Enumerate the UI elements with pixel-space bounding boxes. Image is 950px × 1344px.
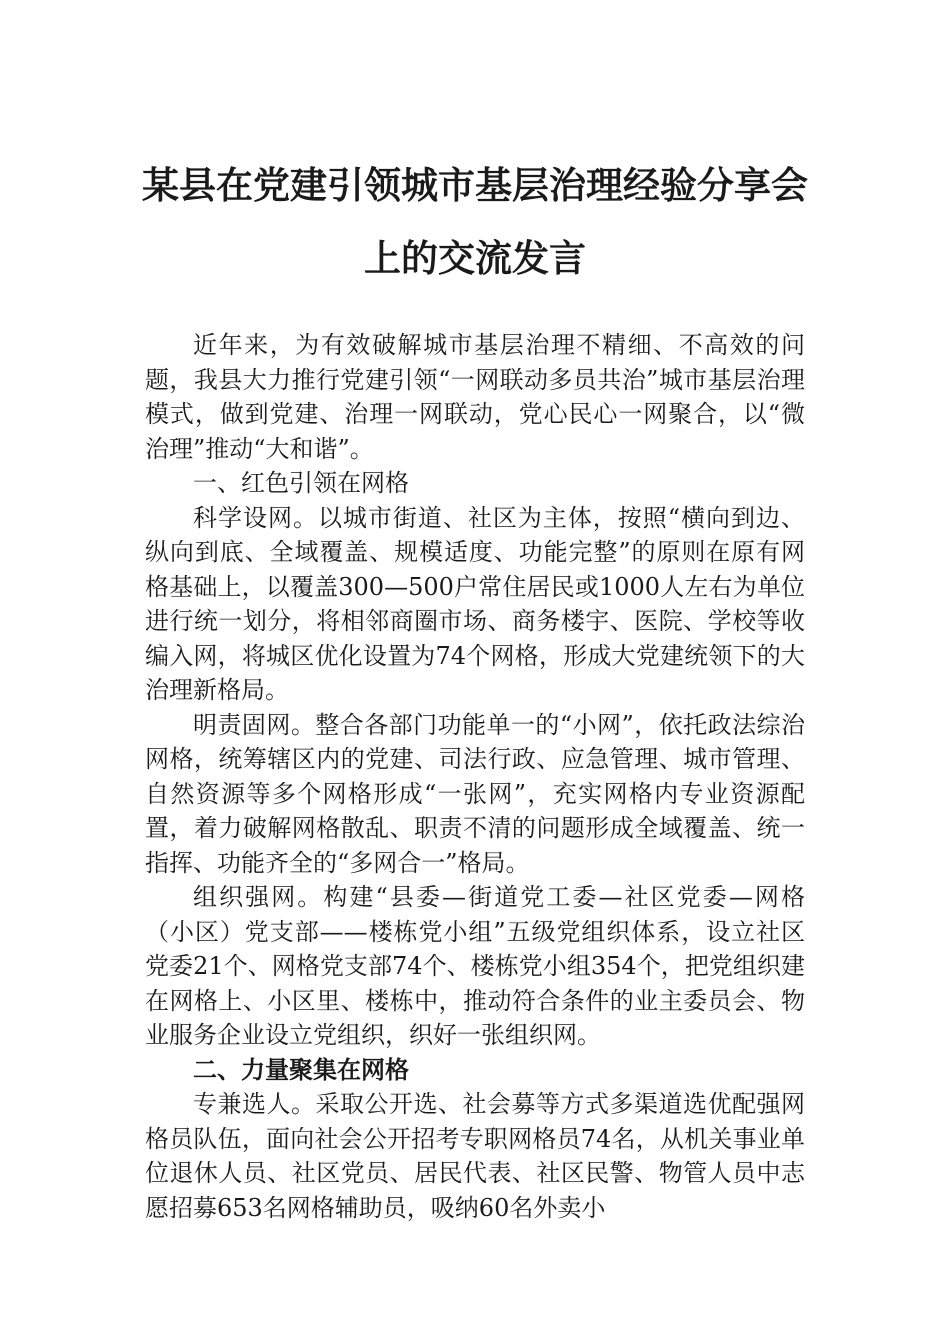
section-1-paragraph-1: 科学设网。以城市街道、社区为主体，按照“横向到边、纵向到底、全域覆盖、规模适度、功能完整”的原则在原有网格基础上，以覆盖300—500户常住居民或1000人左右为单位进行统一划分，将相邻商圈市场、商务楼宇、医院、学校等收编入网，将城区优化设置为74个网格，形成大党建统领下的大治理新格局。: [145, 503, 805, 704]
intro-paragraph: 近年来，为有效破解城市基层治理不精细、不高效的问题，我县大力推行党建引领“一网联动多员共治”城市基层治理模式，做到党建、治理一网联动，党心民心一网聚合，以“微治理”推动“大和谐”。: [145, 331, 805, 463]
document-title-line-1: 某县在党建引领城市基层治理经验分享会: [142, 163, 808, 207]
section-2-paragraph-1: 专兼选人。采取公开选、社会募等方式多渠道选优配强网格员队伍，面向社会公开招考专职网格员74名，从机关事业单位退休人员、社区党员、居民代表、社区民警、物管人员中志愿招募653名网格辅助员，吸纳60名外卖小: [145, 1090, 805, 1222]
document-body: [145, 328, 805, 1225]
document-title-line-2: 上的交流发言: [364, 236, 586, 280]
section-2-heading: 二、力量聚集在网格: [193, 1055, 409, 1084]
section-1-paragraph-3: 组织强网。构建“县委—街道党工委—社区党委—网格（小区）党支部——楼栋党小组”五级党组织体系，设立社区党委21个、网格党支部74个、楼栋党小组354个，把党组织建在网格上、小区里、楼栋中，推动符合条件的业主委员会、物业服务企业设立党组织，织好一张组织网。: [145, 883, 805, 1049]
section-1-paragraph-2: 明责固网。整合各部门功能单一的“小网”，依托政法综治网格，统筹辖区内的党建、司法行政、应急管理、城市管理、自然资源等多个网格形成“一张网”，充实网格内专业资源配置，着力破解网格散乱、职责不清的问题形成全域覆盖、统一指挥、功能齐全的“多网合一”格局。: [145, 710, 805, 877]
section-1-heading: 一、红色引领在网格: [193, 469, 409, 497]
